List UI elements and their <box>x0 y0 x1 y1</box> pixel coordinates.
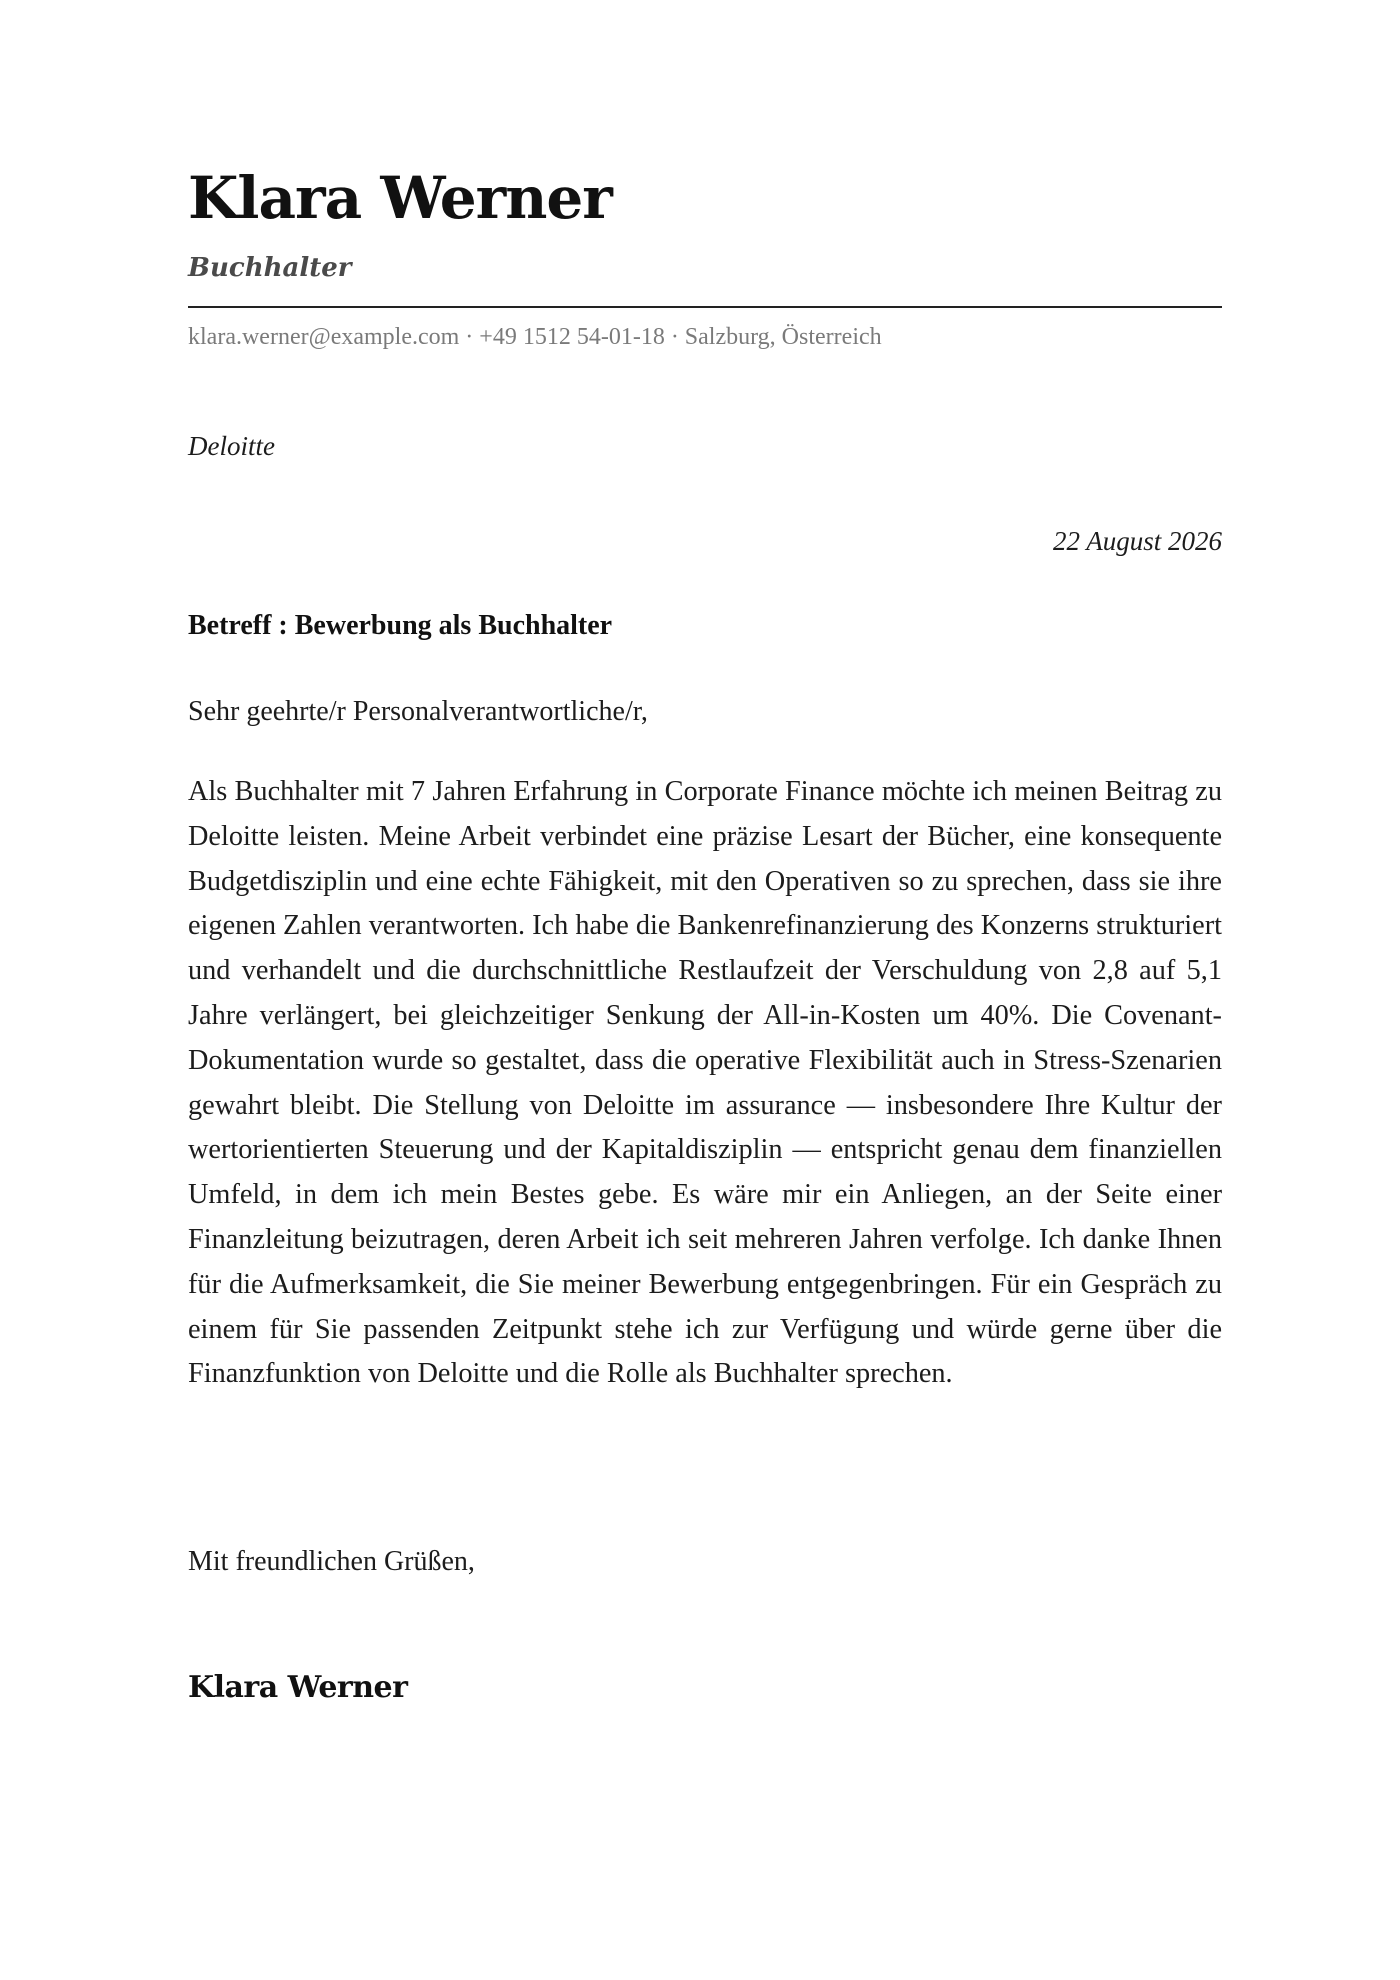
closing-phrase: Mit freundlichen Grüßen, <box>188 1546 475 1577</box>
applicant-name: Klara Werner <box>188 164 612 232</box>
contact-line: klara.werner@example.com · +49 1512 54-01-18 · Salzburg, Österreich <box>188 324 882 350</box>
signature-name: Klara Werner <box>188 1670 408 1705</box>
recipient-company: Deloitte <box>188 431 275 461</box>
applicant-role: Buchhalter <box>188 253 352 283</box>
salutation: Sehr geehrte/r Personalverantwortliche/r, <box>188 696 648 727</box>
letter-body: Als Buchhalter mit 7 Jahren Erfahrung in Corporate Finance möchte ich meinen Beitrag zu Deloitte leisten. Meine Arbeit verbindet eine präzise Lesart der Bücher, eine konsequente Budgetdisziplin und eine echte Fähigkeit, mit den Operativen so zu sprechen, dass sie ihre eigenen Zahlen verantworten. Ich habe die Bankenrefinanzierung des Konzerns strukturiert und verhandelt und die durchschnittliche Restlaufzeit der Verschuldung von 2,8 auf 5,1 Jahre verlängert, bei gleichzeitiger Senkung der All-in-Kosten um 40%. Die Covenant-Dokumentation wurde so gestaltet, dass die operative Flexibilität auch in Stress-Szenarien gewahrt bleibt. Die Stellung von Deloitte im assurance — insbesondere Ihre Kultur der wertorientierten Steuerung und der Kapitaldisziplin — entspricht genau dem finanziellen Umfeld, in dem ich mein Bestes gebe. Es wäre mir ein Anliegen, an der Seite einer Finanzleitung beizutragen, deren Arbeit ich seit mehreren Jahren verfolge. Ich danke Ihnen für die Aufmerksamkeit, die Sie meiner Bewerbung entgegenbringen. Für ein Gespräch zu einem für Sie passenden Zeitpunkt stehe ich zur Verfügung und würde gerne über die Finanzfunktion von Deloitte und die Rolle als Buchhalter sprechen. <box>188 776 1222 1390</box>
header-divider <box>188 306 1222 308</box>
letter-subject: Betreff : Bewerbung als Buchhalter <box>188 610 613 641</box>
letter-date: 22 August 2026 <box>1052 526 1222 556</box>
